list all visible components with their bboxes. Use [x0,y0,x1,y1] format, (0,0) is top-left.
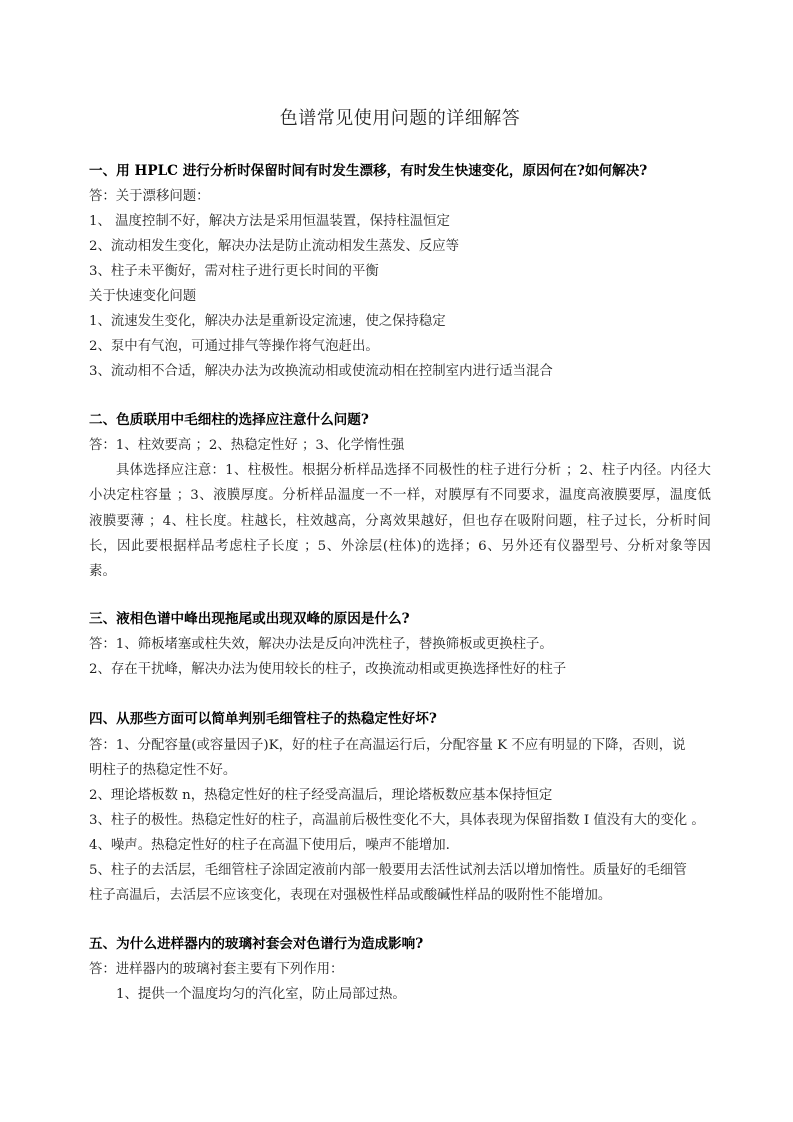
section-1-line: 3、流动相不合适，解决办法为改换流动相或使流动相在控制室内进行适当混合 [89,364,553,379]
section-2-line: 答：1、柱效要高 ；2、热稳定性好 ；3、化学惰性强 [89,438,405,453]
section-4-line: 2、理论塔板数 n，热稳定性好的柱子经受高温后，理论塔板数应基本保持恒定 [89,788,553,803]
section-2-paragraph: 具体选择应注意：1、柱极性。根据分析样品选择不同极性的柱子进行分析 ；2、柱子内径。内径大小决定柱容量 ；3、液膜厚度。分析样品温度一不一样，对膜厚有不同要求，温度高液膜要厚，温度低液膜要薄 ；4、柱长度。柱越长，柱效越高，分离效果越好，但也存在吸附问题，柱子过长，分析时间长，因此要根据样品考虑柱子长度 ；5、外涂层(柱体)的选择；6、另外还有仪器型号、分析对象等因素。 [89,463,711,580]
section-1-line: 3、柱子未平衡好，需对柱子进行更长时间的平衡 [89,264,379,279]
section-1-line: 关于快速变化问题 [89,289,197,304]
section-1-line: 2、流动相发生变化，解决办法是防止流动相发生蒸发、反应等 [89,239,460,254]
section-1-heading: 一、用 HPLC 进行分析时保留时间有时发生漂移，有时发生快速变化，原因何在?如何解决? [89,163,648,179]
section-4-line: 5、柱子的去活层，毛细管柱子涂固定液前内部一般要用去活性试剂去活以增加惰性。质量好的毛细管 [89,863,687,878]
section-3-heading: 三、液相色谱中峰出现拖尾或出现双峰的原因是什么? [89,611,410,627]
section-5-heading: 五、为什么进样器内的玻璃衬套会对色谱行为造成影响? [89,936,424,952]
section-1-line: 2、泵中有气泡，可通过排气等操作将气泡赶出。 [89,339,379,354]
section-3-line: 2、存在干扰峰，解决办法为使用较长的柱子，改换流动相或更换选择性好的柱子 [89,662,567,677]
section-3-line: 答：1、筛板堵塞或柱失效，解决办法是反向冲洗柱子，替换筛板或更换柱子。 [89,637,553,652]
section-2-heading: 二、色质联用中毛细柱的选择应注意什么问题? [89,412,369,428]
section-4-line: 4、噪声。热稳定性好的柱子在高温下使用后，噪声不能增加. [89,838,450,853]
section-4-heading: 四、从那些方面可以简单判别毛细管柱子的热稳定性好坏? [89,711,437,727]
section-5-line: 答：进样器内的玻璃衬套主要有下列作用： [89,962,344,977]
document-title: 色谱常见使用问题的详细解答 [279,108,521,129]
section-1-line: 答：关于漂移问题： [89,189,210,204]
section-4-line: 明柱子的热稳定性不好。 [89,763,237,778]
section-1-line: 1、 温度控制不好，解决方法是采用恒温装置，保持柱温恒定 [89,214,450,229]
section-4-line: 答：1、分配容量(或容量因子)K，好的柱子在高温运行后，分配容量 K 不应有明显的下降，否则，说 [89,738,686,753]
section-4-line: 柱子高温后，去活层不应该变化，表现在对强极性样品或酸碱性样品的吸附性不能增加。 [89,888,612,903]
section-1-line: 1、流速发生变化，解决办法是重新设定流速，使之保持稳定 [89,314,446,329]
section-4-line: 3、柱子的极性。热稳定性好的柱子，高温前后极性变化不大，具体表现为保留指数 I 值没有大的变化 。 [89,813,705,828]
section-5-line: 1、提供一个温度均匀的汽化室，防止局部过热。 [116,987,406,1002]
